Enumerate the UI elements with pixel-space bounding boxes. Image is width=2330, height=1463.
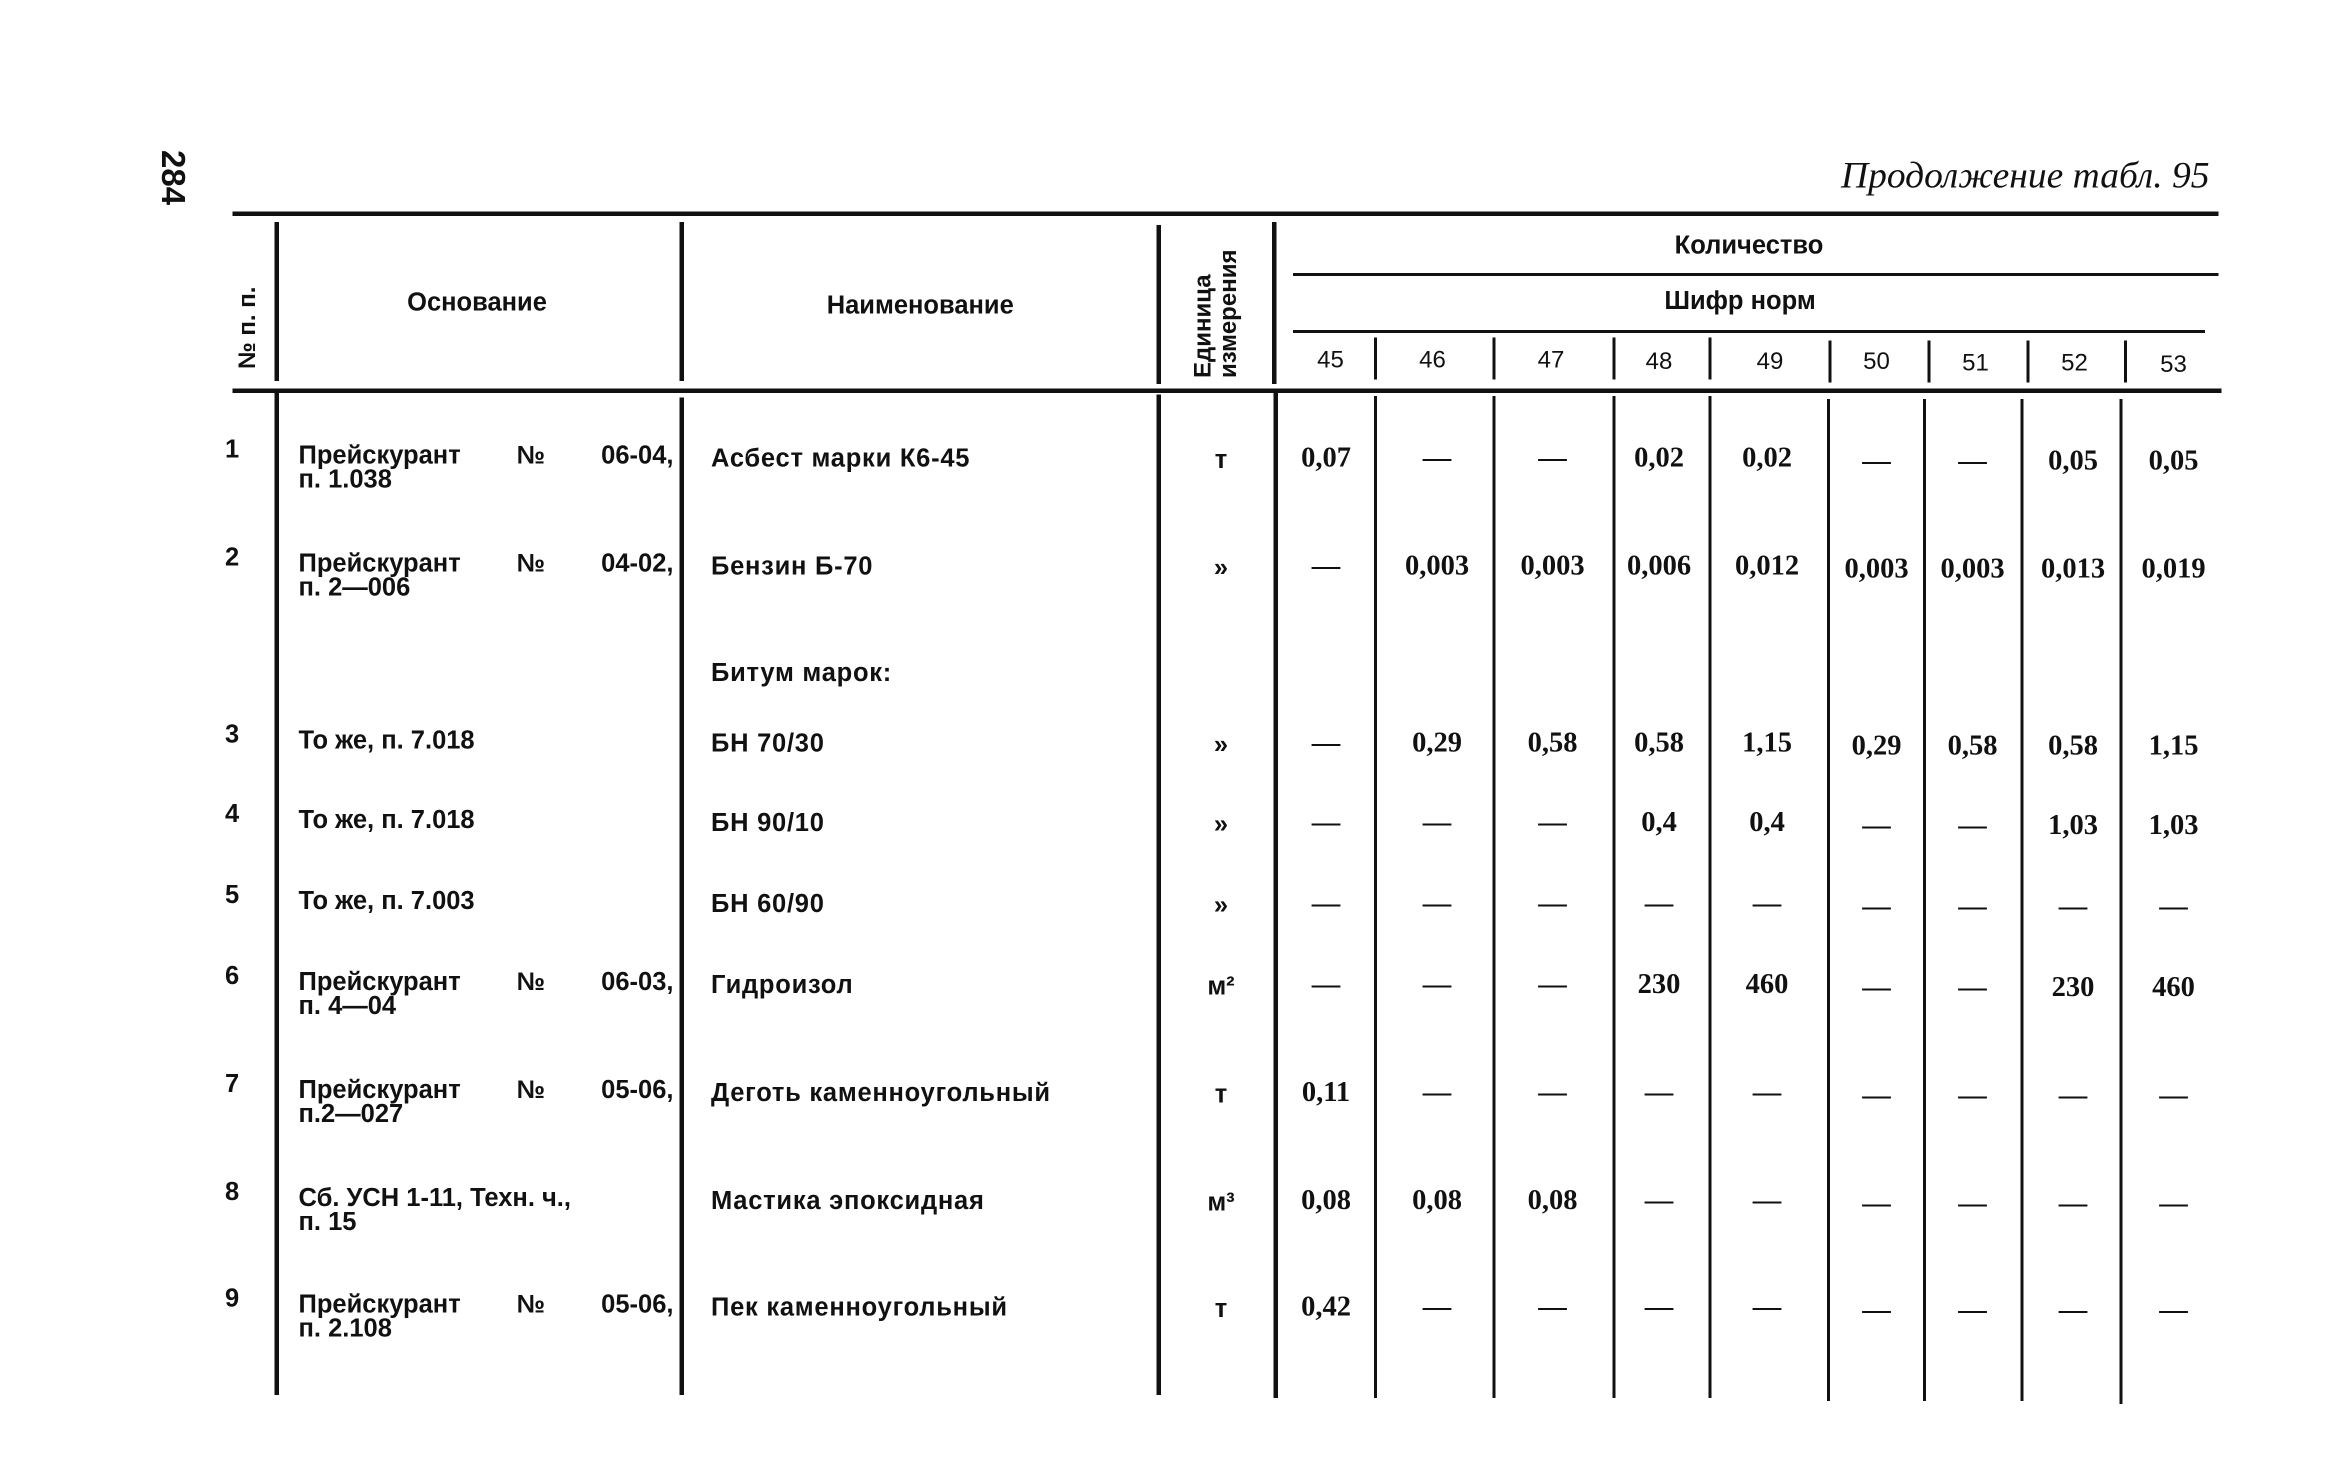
row-value: —	[1538, 969, 1567, 1001]
row-value: 1,03	[2148, 810, 2199, 842]
row-value: —	[1862, 1188, 1891, 1220]
row-value: 0,58	[2048, 730, 2098, 762]
row-value: —	[1752, 1291, 1782, 1323]
row-name: БН 70/30	[711, 729, 825, 758]
norm-code: 50	[1863, 349, 1890, 375]
row-value: 0,003	[1844, 553, 1909, 585]
row-basis-part: Прейскурант	[298, 549, 461, 578]
row-value: 0,58	[1527, 727, 1578, 759]
row-value: —	[1958, 1080, 1987, 1112]
row-value: 0,019	[2141, 553, 2206, 585]
row-value: —	[1538, 807, 1567, 839]
row-value: 1,03	[2048, 810, 2098, 842]
column-divider	[2021, 399, 2024, 1401]
row-value: 0,05	[2148, 445, 2199, 477]
row-value: —	[2159, 1188, 2188, 1220]
row-value: 0,29	[1412, 727, 1462, 759]
norm-code: 53	[2160, 352, 2187, 378]
row-value: 0,42	[1301, 1291, 1351, 1323]
row-value: —	[2058, 1294, 2088, 1326]
row-value: —	[1958, 891, 1987, 923]
quantity-rule	[1293, 273, 2219, 276]
row-value: —	[1958, 1294, 1987, 1326]
row-basis-part: Прейскурант	[298, 967, 461, 996]
row-unit: »	[1213, 730, 1229, 759]
row-value: —	[2058, 891, 2088, 923]
row-number: 6	[225, 961, 240, 990]
row-unit: »	[1213, 553, 1229, 582]
header-quantity: Количество	[1674, 231, 1824, 260]
row-value: 0,05	[2048, 445, 2098, 477]
code-divider	[2124, 341, 2127, 383]
code-divider	[1493, 338, 1496, 380]
column-divider	[1374, 396, 1377, 1398]
row-value: —	[1311, 888, 1341, 920]
page-number: 284	[154, 150, 192, 206]
row-value: —	[2159, 1080, 2188, 1112]
row-value: —	[1752, 1185, 1782, 1217]
row-value: 0,11	[1301, 1077, 1351, 1109]
header-divider	[1157, 225, 1162, 384]
row-value: 0,58	[1634, 727, 1684, 759]
row-basis-part: То же, п. 7.003	[298, 886, 475, 915]
code-divider	[2027, 341, 2030, 383]
row-value: —	[1538, 1077, 1567, 1109]
row-value: —	[2159, 891, 2188, 923]
row-value: 0,003	[1404, 550, 1470, 582]
row-basis	[298, 726, 674, 755]
row-basis-part: То же, п. 7.018	[298, 726, 475, 755]
row-basis-line1	[298, 726, 674, 755]
row-value: 0,003	[1940, 553, 2005, 585]
code-divider	[1374, 338, 1377, 380]
row-basis-line2: п. 15	[298, 1207, 357, 1236]
norm-code: 51	[1962, 351, 1989, 377]
row-value: —	[1644, 1077, 1674, 1109]
row-number: 1	[225, 435, 240, 464]
row-value: 0,08	[1527, 1185, 1578, 1217]
row-name: Битум марок:	[711, 658, 893, 687]
row-value: 0,07	[1301, 442, 1351, 474]
norm-code: 48	[1645, 349, 1673, 375]
row-number: 9	[225, 1284, 240, 1313]
row-value: 0,006	[1626, 550, 1692, 582]
row-value: 0,4	[1749, 807, 1785, 839]
row-basis	[298, 886, 674, 915]
row-value: —	[1862, 972, 1891, 1004]
row-value: —	[1538, 1291, 1567, 1323]
row-unit: »	[1213, 891, 1229, 920]
row-basis	[298, 805, 674, 834]
code-divider	[1709, 338, 1712, 380]
row-basis-line2: п. 1.038	[298, 465, 392, 494]
norm-code: 52	[2061, 351, 2088, 377]
row-basis-line2: п.2—027	[298, 1099, 404, 1128]
row-basis-part: Прейскурант	[298, 441, 461, 470]
row-value: 0,29	[1851, 730, 1902, 762]
table-caption: Продолжение табл. 95	[1841, 156, 2210, 197]
row-value: —	[1644, 888, 1674, 920]
row-value: —	[1422, 1291, 1452, 1323]
header-name: Наименование	[826, 291, 1014, 320]
row-number: 3	[225, 720, 240, 749]
header-divider	[1272, 222, 1277, 384]
header-norm-code: Шифр норм	[1664, 286, 1816, 315]
row-unit: м²	[1207, 972, 1235, 1001]
row-unit: т	[1214, 1080, 1228, 1109]
column-divider	[1709, 396, 1712, 1398]
header-unit: Единица измерения	[1191, 249, 1242, 378]
row-value: —	[1422, 888, 1452, 920]
row-unit: т	[1214, 445, 1228, 474]
row-basis	[298, 1075, 674, 1128]
row-value: —	[1311, 727, 1341, 759]
header-basis: Основание	[407, 288, 547, 317]
row-value: 1,15	[1742, 727, 1792, 759]
row-basis-part: Сб. УСН 1-11, Техн. ч.,	[298, 1183, 571, 1212]
row-value: —	[1311, 807, 1341, 839]
row-name: Мастика эпоксидная	[711, 1186, 985, 1215]
row-basis	[298, 549, 674, 602]
row-name: БН 90/10	[711, 808, 825, 837]
row-value: —	[1958, 445, 1987, 477]
row-value: 0,08	[1412, 1185, 1462, 1217]
row-value: —	[2058, 1080, 2088, 1112]
norm-code: 49	[1756, 349, 1784, 375]
row-value: 0,02	[1742, 442, 1792, 474]
row-value: 230	[2051, 972, 2095, 1004]
row-value: —	[1311, 969, 1341, 1001]
column-divider	[680, 398, 685, 1396]
row-value: —	[1862, 445, 1891, 477]
row-value: —	[1644, 1291, 1674, 1323]
row-name: БН 60/90	[711, 889, 825, 918]
row-value: 0,003	[1520, 550, 1585, 582]
row-value: —	[1422, 1077, 1452, 1109]
row-basis	[298, 1290, 674, 1343]
row-value: 0,013	[2040, 553, 2106, 585]
row-basis-part: 05-06,	[601, 1075, 674, 1104]
column-divider	[275, 393, 280, 1395]
row-value: 460	[1745, 969, 1789, 1001]
row-name: Деготь каменноугольный	[711, 1078, 1051, 1107]
row-basis-part: №	[516, 441, 546, 470]
row-value: 460	[2152, 972, 2195, 1004]
row-value: —	[1422, 442, 1452, 474]
row-value: —	[1862, 1080, 1891, 1112]
row-value: —	[1752, 1077, 1782, 1109]
row-value: —	[1422, 807, 1452, 839]
row-basis-part: №	[516, 549, 546, 578]
row-value: —	[1862, 1294, 1891, 1326]
table-top-rule	[233, 212, 2219, 217]
row-value: —	[1958, 1188, 1987, 1220]
row-value: —	[1958, 810, 1987, 842]
code-divider	[1613, 338, 1616, 380]
row-value: 0,012	[1734, 550, 1800, 582]
row-value: —	[1538, 888, 1567, 920]
row-value: 0,08	[1301, 1185, 1351, 1217]
row-basis	[298, 1183, 674, 1236]
header-divider	[680, 222, 685, 381]
row-unit: т	[1214, 1294, 1228, 1323]
column-divider	[1493, 396, 1496, 1398]
row-basis-part: Прейскурант	[298, 1290, 461, 1319]
row-number: 8	[225, 1177, 240, 1206]
row-name: Пек каменноугольный	[711, 1293, 1008, 1322]
row-number: 5	[225, 880, 240, 909]
row-value: 1,15	[2148, 730, 2199, 762]
row-number: 4	[225, 799, 240, 828]
row-basis-line2: п. 2—006	[298, 573, 411, 602]
row-basis-part: 05-06,	[601, 1290, 674, 1319]
row-basis	[298, 441, 674, 494]
row-value: —	[1862, 891, 1891, 923]
row-value: —	[2159, 1294, 2188, 1326]
row-number: 2	[225, 543, 240, 572]
norm-code: 45	[1317, 348, 1344, 374]
row-value: 0,58	[1947, 730, 1998, 762]
row-basis-part: 06-03,	[601, 967, 674, 996]
header-num: № п. п.	[235, 286, 261, 369]
norm-code: 46	[1419, 348, 1446, 374]
row-value: —	[1538, 442, 1567, 474]
row-value: 0,4	[1641, 807, 1677, 839]
row-value: —	[1752, 888, 1782, 920]
row-value: —	[1862, 810, 1891, 842]
row-unit: »	[1213, 810, 1229, 839]
row-value: 230	[1637, 969, 1681, 1001]
row-basis	[298, 967, 674, 1020]
norm-code-rule	[1293, 330, 2205, 333]
code-divider	[1928, 341, 1931, 383]
row-basis-part: Прейскурант	[298, 1075, 461, 1104]
row-basis-part: №	[516, 1290, 546, 1319]
row-basis-part: То же, п. 7.018	[298, 805, 475, 834]
row-value: 0,02	[1634, 442, 1684, 474]
row-basis-part: №	[516, 967, 546, 996]
row-name: Гидроизол	[711, 970, 854, 999]
row-basis-line2: п. 4—04	[298, 991, 397, 1020]
norm-code: 47	[1537, 348, 1565, 374]
row-number: 7	[225, 1069, 240, 1098]
row-name: Асбест марки К6-45	[711, 444, 971, 473]
row-value: —	[1311, 550, 1341, 582]
header-bottom-rule	[233, 389, 2222, 394]
column-divider	[1157, 395, 1162, 1396]
row-basis-part: 06-04,	[601, 441, 674, 470]
row-unit: м³	[1207, 1188, 1235, 1217]
row-basis-line2: п. 2.108	[298, 1314, 392, 1343]
row-basis-line1	[298, 805, 674, 834]
row-basis-line1	[298, 886, 674, 915]
row-value: —	[1958, 972, 1987, 1004]
row-value: —	[1644, 1185, 1674, 1217]
row-value: —	[1422, 969, 1452, 1001]
row-name: Бензин Б-70	[711, 552, 874, 581]
code-divider	[1829, 341, 1832, 383]
row-basis-part: №	[516, 1075, 546, 1104]
row-value: —	[2058, 1188, 2088, 1220]
row-basis-part: 04-02,	[601, 549, 674, 578]
